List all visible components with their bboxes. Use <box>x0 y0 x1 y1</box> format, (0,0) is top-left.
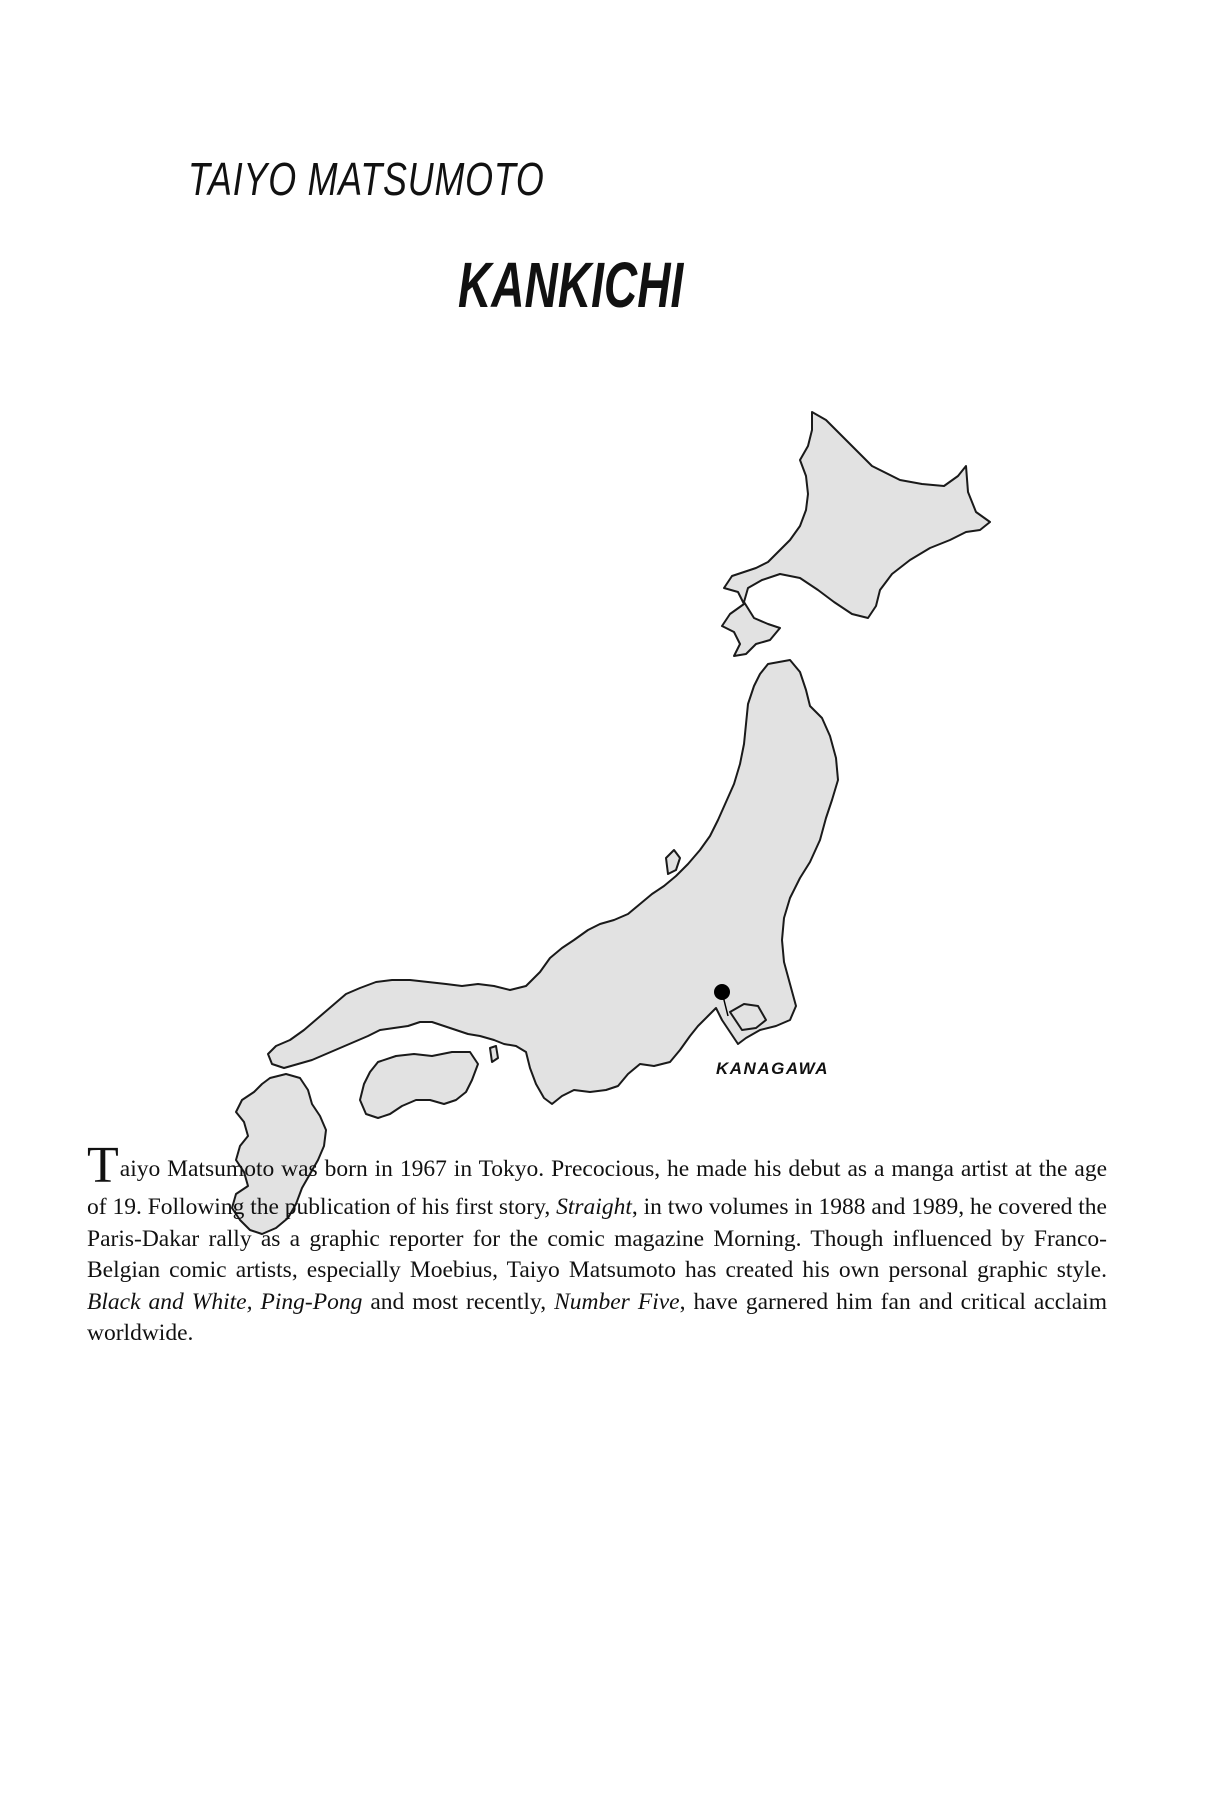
story-title: KANKICHI <box>458 249 684 321</box>
bio-text-2: , in two volumes in 1988 and 1989, he covered the Paris-Dakar rally as a graphic reporter for the comic magazine Morning. Though influenced by Franco-Belgian comic artists, especially Moebius, Taiyo Matsumoto has created his own personal graphic style. <box>87 1194 1107 1283</box>
drop-cap: T <box>87 1137 119 1194</box>
shikoku-shape <box>360 1052 478 1118</box>
honshu-shape <box>268 660 838 1104</box>
awaji-island-shape <box>490 1046 498 1062</box>
bio-title-number-five: Number Five <box>554 1288 680 1315</box>
bio-title-black-white-pingpong: Black and White, Ping-Pong <box>87 1288 363 1315</box>
bio-text-3: and most recently, <box>362 1288 555 1315</box>
bio-text-4: , have garnered him fan and critical acclaim worldwide. <box>87 1288 1107 1346</box>
bio-title-straight: Straight <box>556 1194 632 1220</box>
sado-island-shape <box>666 850 680 874</box>
author-biography <box>87 1137 1107 1350</box>
kanagawa-label: KANAGAWA <box>716 1059 830 1078</box>
bio-text-1: aiyo Matsumoto was born in 1967 in Tokyo. Precocious, he made his debut as a manga artist at the age of 19. Following the publication of his first story, <box>87 1156 1107 1220</box>
hokkaido-shape <box>722 412 990 656</box>
author-name: TAIYO MATSUMOTO <box>188 153 545 205</box>
